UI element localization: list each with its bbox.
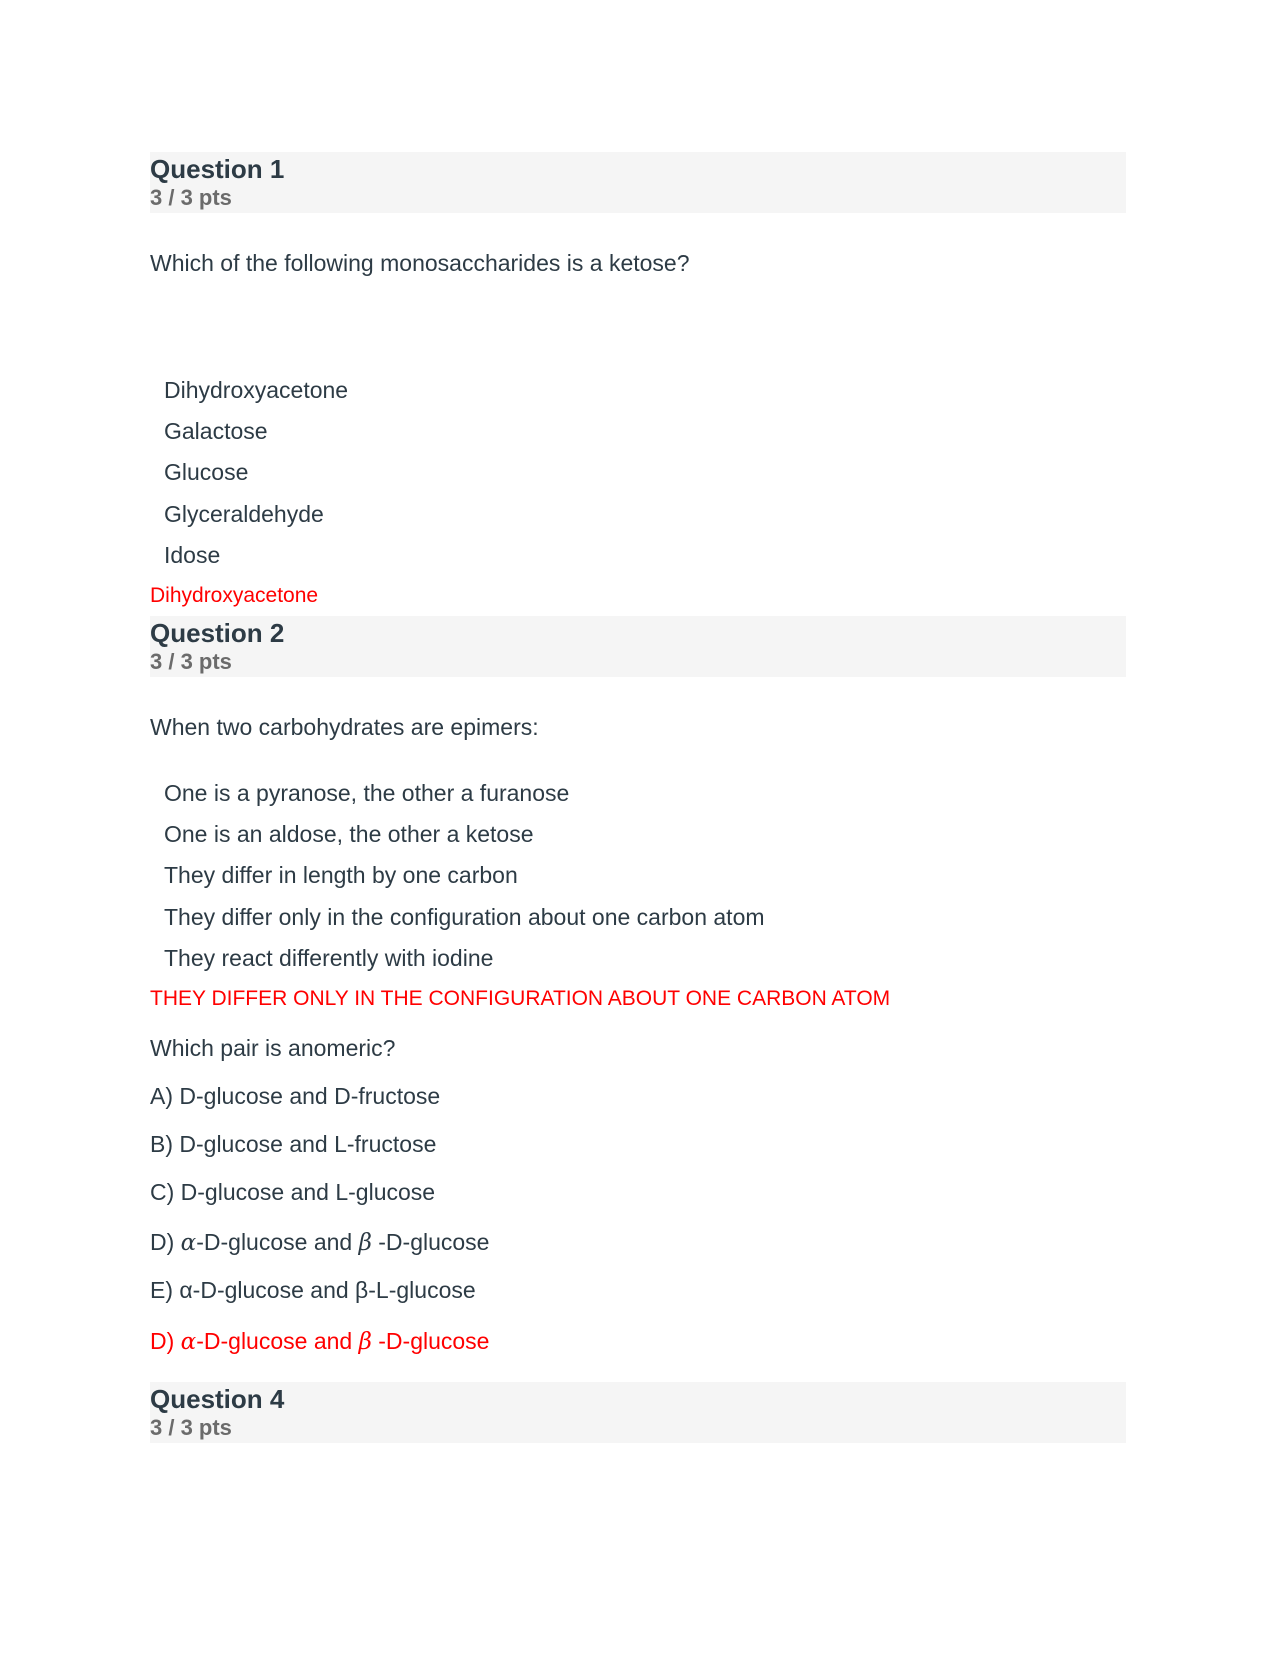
question-2-option[interactable]: One is an aldose, the other a ketose bbox=[164, 821, 534, 847]
question-2-option[interactable]: One is a pyranose, the other a furanose bbox=[164, 780, 570, 806]
question-2-prompt: When two carbohydrates are epimers: bbox=[150, 714, 539, 740]
question-1-option[interactable]: Glyceraldehyde bbox=[164, 501, 324, 527]
question-4-title: Question 4 bbox=[150, 1384, 285, 1414]
question-1-option[interactable]: Glucose bbox=[164, 459, 249, 485]
alpha-symbol: α bbox=[180, 1230, 197, 1256]
beta-symbol: β bbox=[358, 1230, 372, 1256]
question-2-answer: THEY DIFFER ONLY IN THE CONFIGURATION ABOUT ONE CARBON ATOM bbox=[150, 987, 891, 1010]
alpha-symbol: α bbox=[180, 1329, 197, 1355]
question-4-header bbox=[150, 1382, 1126, 1443]
question-1-option[interactable]: Dihydroxyacetone bbox=[164, 377, 349, 403]
question-3-choice-a: A) D-glucose and D-fructose bbox=[150, 1083, 441, 1109]
question-3-choice-e: E) α-D-glucose and β-L-glucose bbox=[150, 1277, 476, 1303]
question-1-prompt: Which of the following monosaccharides is a ketose? bbox=[150, 250, 690, 276]
question-3-prompt: Which pair is anomeric? bbox=[150, 1035, 396, 1061]
question-3-choice-d bbox=[150, 1227, 489, 1258]
choice-d-suffix: -D-glucose bbox=[371, 1229, 490, 1255]
beta-symbol: β bbox=[358, 1329, 372, 1355]
question-3-answer bbox=[150, 1326, 489, 1357]
question-2-option[interactable]: They differ only in the configuration about one carbon atom bbox=[164, 904, 765, 930]
choice-d-mid: -D-glucose and bbox=[196, 1229, 359, 1255]
answer-suffix: -D-glucose bbox=[371, 1328, 490, 1354]
answer-mid: -D-glucose and bbox=[196, 1328, 359, 1354]
question-2-option[interactable]: They react differently with iodine bbox=[164, 945, 494, 971]
question-1-points: 3 / 3 pts bbox=[150, 185, 232, 210]
question-1-answer: Dihydroxyacetone bbox=[150, 584, 319, 607]
choice-d-prefix: D) bbox=[150, 1229, 181, 1255]
question-2-header bbox=[150, 616, 1126, 677]
question-2-option[interactable]: They differ in length by one carbon bbox=[164, 862, 518, 888]
question-4-points: 3 / 3 pts bbox=[150, 1415, 232, 1440]
question-1-title: Question 1 bbox=[150, 154, 285, 184]
question-2-points: 3 / 3 pts bbox=[150, 649, 232, 674]
question-1-option[interactable]: Idose bbox=[164, 542, 221, 568]
answer-prefix: D) bbox=[150, 1328, 181, 1354]
question-1-header bbox=[150, 152, 1126, 213]
question-2-title: Question 2 bbox=[150, 618, 285, 648]
question-1-option[interactable]: Galactose bbox=[164, 418, 268, 444]
question-3-choice-b: B) D-glucose and L-fructose bbox=[150, 1131, 437, 1157]
question-3-choice-c: C) D-glucose and L-glucose bbox=[150, 1179, 436, 1205]
